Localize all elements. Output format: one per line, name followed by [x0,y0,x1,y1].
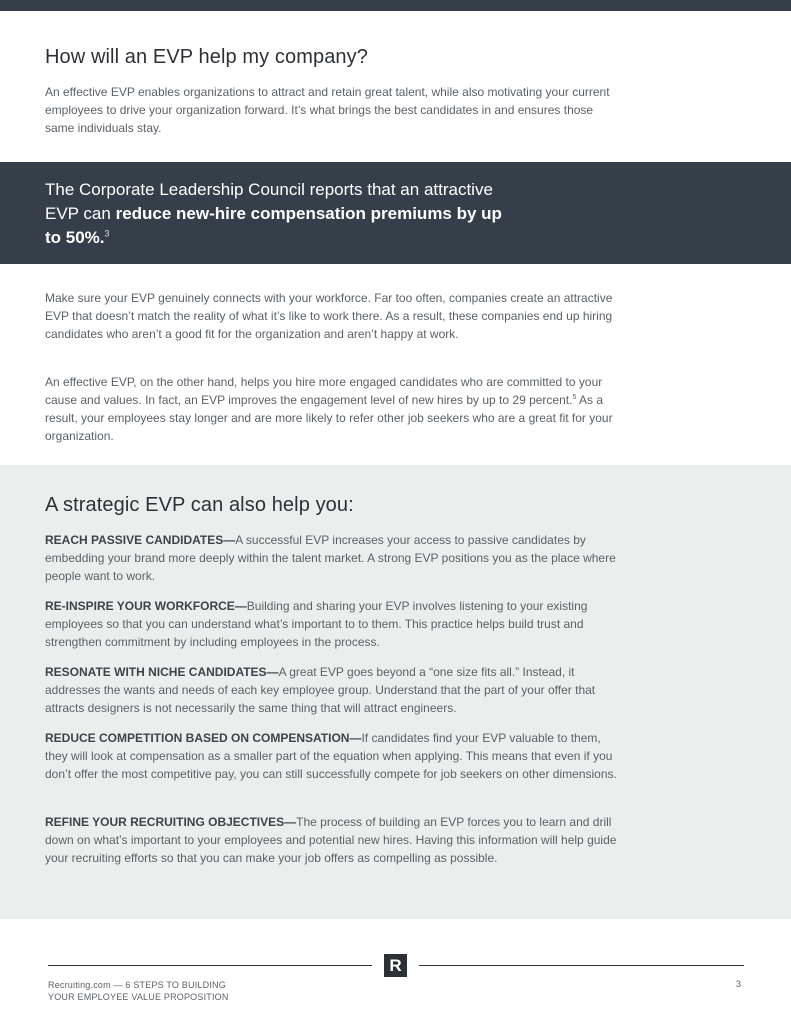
benefit-item-reach-passive [45,531,620,585]
benefit-text: A successful EVP increases your access to passive candidates by embedding your brand more deeply within the talent market. A strong EVP positions you as the place where people want to work. [45,533,616,583]
callout-text [45,178,505,250]
footer-line-2: YOUR EMPLOYEE VALUE PROPOSITION [48,992,229,1002]
benefit-text: A great EVP goes beyond a “one size fits all.” Instead, it addresses the wants and needs of each key employee group. Understand that the part of your offer that attracts designers is not necessarily the same thing that will attract engineers. [45,665,596,715]
benefit-item-compensation [45,729,620,783]
benefit-label: RESONATE WITH NICHE CANDIDATES— [45,665,279,679]
benefit-text: Building and sharing your EVP involves listening to your existing employees so that you can understand what’s important to to them. This practice helps build trust and strengthen commitment by including employees in the process. [45,599,588,649]
callout-footnote: 3 [104,228,110,239]
benefit-label: RE-INSPIRE YOUR WORKFORCE— [45,599,247,613]
callout-text-bold: reduce new-hire compensation premiums by up to 50%. [45,204,502,247]
footer-divider-left [48,965,372,966]
engagement-paragraph [45,373,620,445]
benefit-label: REDUCE COMPETITION BASED ON COMPENSATION— [45,731,362,745]
benefit-item-niche [45,663,620,717]
engagement-footnote: 5 [572,394,577,401]
benefit-text: If candidates find your EVP valuable to them, they will look at compensation as a smaller part of the equation when applying. This means that even if you don’t offer the most competitive pay, you can still successfully compete for job seekers on other dimensions. [45,731,617,781]
engagement-text-start: An effective EVP, on the other hand, helps you hire more engaged candidates who are committed to your cause and values. In fact, an EVP improves the engagement level of new hires by up to 29 percent. [45,375,603,407]
benefit-text: The process of building an EVP forces you to learn and drill down on what’s important to your employees and potential new hires. Having this information will help guide your recruiting efforts so that you can make your job offers as compelling as possible. [45,815,617,865]
section-heading-evp-help: How will an EVP help my company? [45,46,368,68]
intro-paragraph: An effective EVP enables organizations to attract and retain great talent, while also motivating your current employees to drive your organization forward. It’s what brings the best candidates in and ensures those same individuals stay. [45,85,610,135]
footer-line-1: Recruiting.com — 6 STEPS TO BUILDING [48,980,226,990]
footer-document-title [48,979,229,1003]
benefit-label: REACH PASSIVE CANDIDATES— [45,533,236,547]
benefit-item-reinspire [45,597,620,651]
statistic-callout [0,162,791,264]
top-banner-bar [0,0,791,11]
recruiting-logo-icon: R [384,954,407,977]
engagement-text-end: As a result, your employees stay longer and are more likely to refer other job seekers who are a great fit for your organization. [45,393,613,443]
section-heading-strategic: A strategic EVP can also help you: [45,494,354,516]
callout-text-regular: The Corporate Leadership Council reports that an attractive EVP can [45,180,493,223]
workforce-paragraph: Make sure your EVP genuinely connects with your workforce. Far too often, companies create an attractive EVP that doesn’t match the reality of what it’s like to work there. As a result, these companies end up hiring candidates who aren’t a good fit for the organization and aren’t happy at work. [45,291,613,341]
benefit-item-objectives [45,813,620,867]
footer-divider-right [419,965,744,966]
page-number: 3 [736,979,742,989]
benefit-label: REFINE YOUR RECRUITING OBJECTIVES— [45,815,297,829]
